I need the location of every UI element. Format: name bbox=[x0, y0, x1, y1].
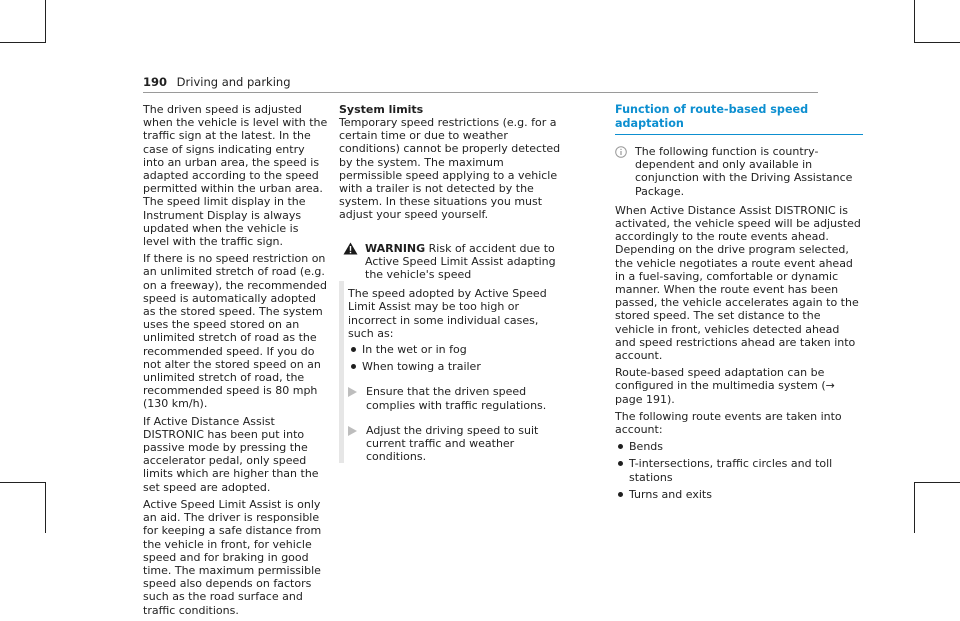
list-item-text: When towing a trailer bbox=[362, 360, 481, 374]
column-left bbox=[143, 103, 328, 621]
crop-mark bbox=[914, 482, 960, 483]
warning-box bbox=[339, 242, 567, 464]
list-item-text: Turns and exits bbox=[629, 487, 712, 501]
section-heading: System limits bbox=[339, 103, 424, 116]
list-item bbox=[348, 360, 567, 373]
section-heading: Function of route-based speed adaptation bbox=[615, 103, 809, 130]
page-header bbox=[143, 75, 291, 89]
note-text: The following function is country-dependent and only available in conjunction with the Driving Assistance Package. bbox=[635, 145, 853, 198]
list-item-text: T-intersections, traffic circles and toll stations bbox=[629, 457, 833, 484]
crop-mark bbox=[914, 0, 915, 43]
paragraph: When Active Distance Assist DISTRONIC is activated, the vehicle speed will be adjusted accordingly to the route events ahead. Depending on the drive program selected, the vehicle negotiates a route event ahead in a fuel-saving, comfortable or dynamic manner. When the route event has been passed, the vehicle accelerates again to the stored speed. The set distance to the vehicle in front, vehicles detected ahead and speed restrictions ahead are taken into account. bbox=[615, 203, 861, 363]
list-item bbox=[615, 457, 863, 483]
bullet bbox=[351, 364, 356, 369]
action-step bbox=[344, 385, 567, 411]
action-step bbox=[344, 424, 567, 464]
step-text: Ensure that the driven speed complies with traffic regulations. bbox=[366, 385, 547, 412]
warning-title-text: Risk of accident due to Active Speed Limit Assist adapting the vehicle's speed bbox=[365, 241, 556, 282]
bullet bbox=[618, 461, 623, 466]
paragraph: Active Speed Limit Assist is only an aid. The driver is responsible for keeping a safe distance from the vehicle in front, for vehicle speed and for braking in good time. The maximum permissible speed also depends on factors such as the road surface and traffic conditions. bbox=[143, 497, 322, 617]
warning-triangle-icon bbox=[343, 242, 359, 282]
column-right bbox=[615, 103, 863, 505]
warning-body bbox=[344, 281, 567, 373]
info-note bbox=[615, 145, 863, 198]
warning-header bbox=[339, 242, 567, 282]
bullet bbox=[351, 347, 356, 352]
column-middle bbox=[339, 103, 569, 463]
paragraph: If Active Distance Assist DISTRONIC has been put into passive mode by pressing the accelerator pedal, only speed limits which are higher than the set speed are adopted. bbox=[143, 414, 319, 494]
paragraph: If there is no speed restriction on an unlimited stretch of road (e.g. on a freeway), the recommended speed is automatically adopted as the stored speed. The system uses the speed stored on an unlimited stretch of road as the recommended speed. If you do not alter the stored speed on an unlimited stretch of road, the recommended speed is 80 mph (130 km/h). bbox=[143, 252, 327, 411]
crop-mark bbox=[45, 482, 46, 533]
crop-mark bbox=[0, 482, 46, 483]
warning-bullets bbox=[348, 343, 567, 373]
info-icon bbox=[615, 145, 627, 198]
warning-title bbox=[365, 242, 563, 282]
paragraph: The driven speed is adjusted when the vehicle is level with the traffic sign at the latest. In the case of signs indicating entry into an urban area, the speed is adapted according to the speed permitted within the urban area. The speed limit display in the Instrument Display is always updated when the vehicle is level with the traffic sign. bbox=[143, 103, 328, 249]
crop-mark bbox=[0, 42, 46, 43]
warning-text: The speed adopted by Active Speed Limit Assist may be too high or incorrect in some individual cases, such as: bbox=[348, 287, 547, 340]
list-item bbox=[615, 440, 863, 453]
crop-mark bbox=[914, 482, 915, 533]
paragraph: Temporary speed restrictions (e.g. for a certain time or due to weather conditions) cannot be properly detected by the system. The maximum permissible speed applying to a vehicle with a trailer is not detected by the system. In these situations you must adjust your speed yourself. bbox=[339, 116, 561, 222]
warning-label: WARNING bbox=[365, 241, 426, 255]
list-item bbox=[348, 343, 567, 356]
crop-mark bbox=[914, 42, 960, 43]
list-item-text: In the wet or in fog bbox=[362, 343, 467, 357]
section-title: Driving and parking bbox=[176, 75, 291, 89]
warning-content bbox=[339, 281, 567, 463]
bullet bbox=[618, 492, 623, 497]
paragraph: The following route events are taken into account: bbox=[615, 409, 842, 437]
step-text: Adjust the driving speed to suit current traffic and weather conditions. bbox=[366, 423, 539, 464]
page-number: 190 bbox=[143, 75, 168, 89]
bullet bbox=[618, 444, 623, 449]
step-arrow-icon bbox=[348, 424, 358, 464]
header-divider bbox=[143, 92, 818, 93]
crop-mark bbox=[45, 0, 46, 43]
paragraph: Route-based speed adaptation can be configured in the multimedia system (→ page 191). bbox=[615, 366, 835, 406]
step-arrow-icon bbox=[348, 385, 358, 411]
list-item bbox=[615, 488, 863, 501]
route-events-list bbox=[615, 440, 863, 501]
heading-underline bbox=[615, 134, 863, 135]
list-item-text: Bends bbox=[629, 440, 663, 454]
